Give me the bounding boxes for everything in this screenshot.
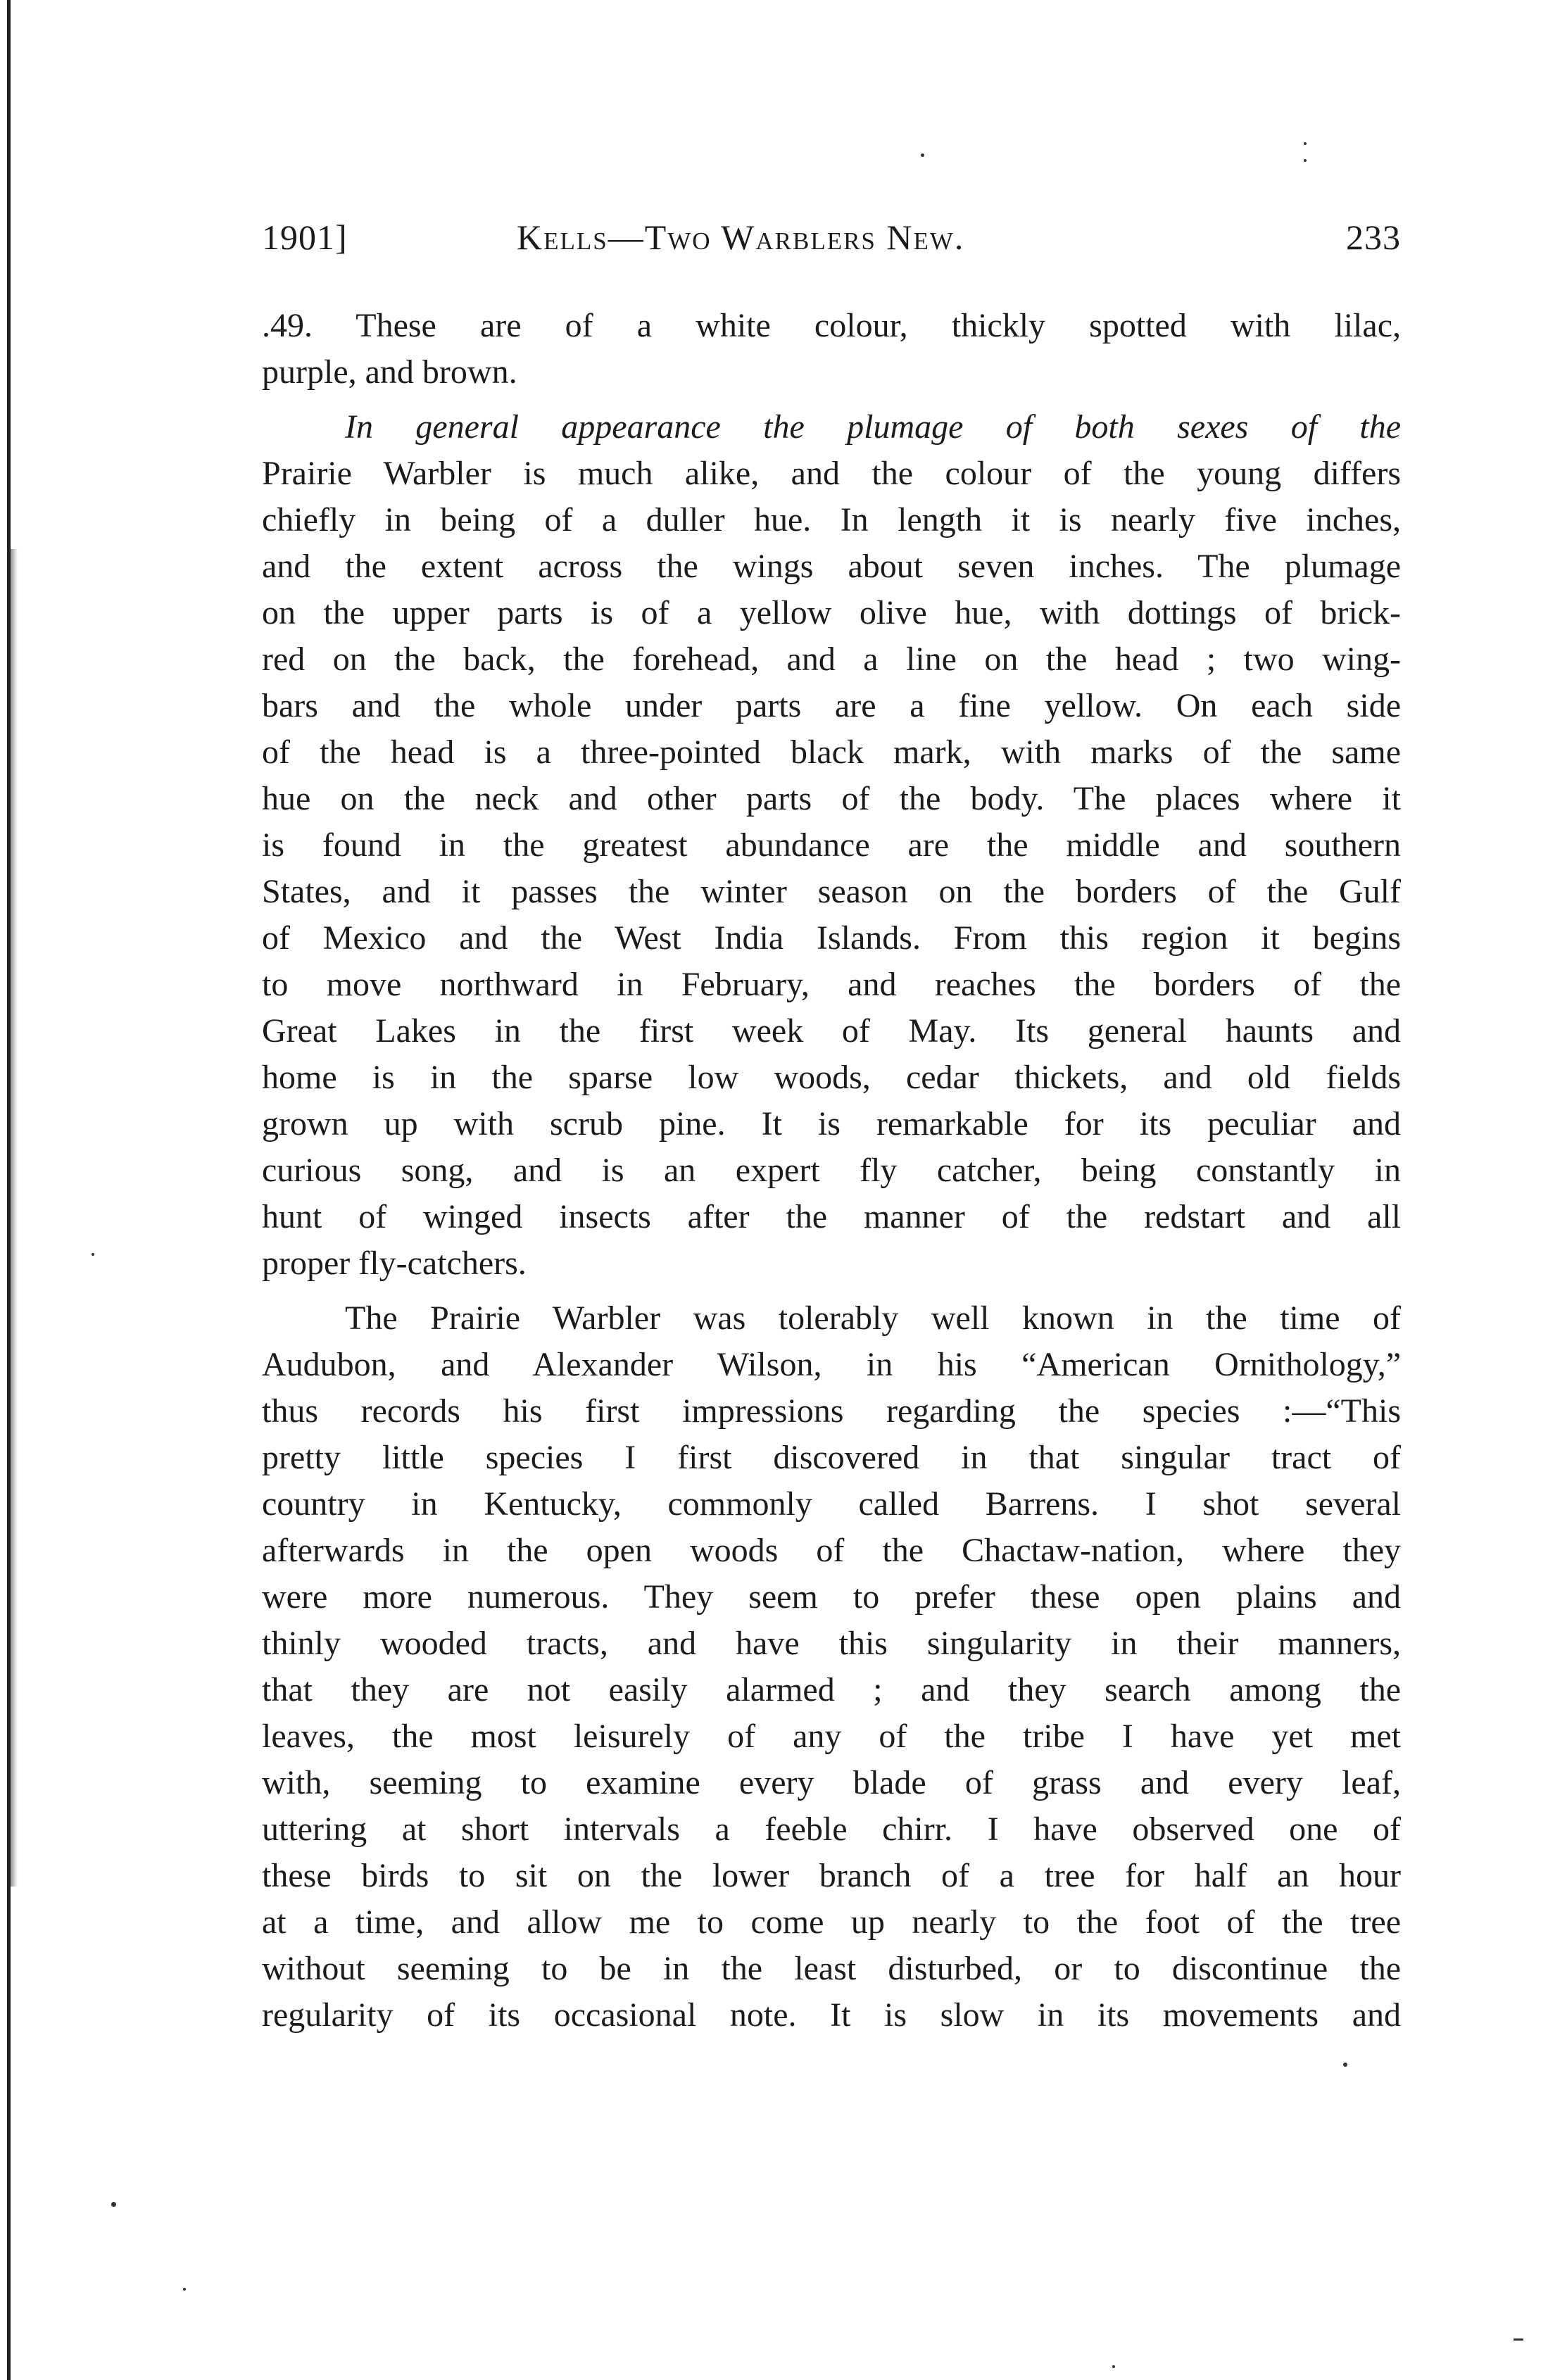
text-line: Audubon, and Alexander Wilson, in his “American Ornithology,” — [262, 1346, 1401, 1383]
text-line: regularity of its occasional note. It is slow in its movements and — [262, 1996, 1401, 2034]
scan-speck — [1304, 142, 1307, 145]
text-line: of the head is a three-pointed black mark, with marks of the same — [262, 733, 1401, 771]
text-line: afterwards in the open woods of the Chactaw-nation, where they — [262, 1532, 1401, 1569]
scan-speck — [1112, 2365, 1115, 2368]
text-line: to move northward in February, and reaches the borders of the — [262, 966, 1401, 1003]
paragraph-plumage — [262, 404, 1401, 1287]
text-line: grown up with scrub pine. It is remarkable for its peculiar and — [262, 1105, 1401, 1142]
text-line: States, and it passes the winter season on the borders of the Gulf — [262, 873, 1401, 910]
text-line: hue on the neck and other parts of the body. The places where it — [262, 780, 1401, 817]
scan-speck — [92, 1253, 94, 1256]
text-line: proper fly-catchers. — [262, 1245, 527, 1282]
text-line: hunt of winged insects after the manner of the redstart and all — [262, 1198, 1401, 1235]
body-text — [262, 303, 1401, 2039]
text-line: of Mexico and the West India Islands. From this region it begins — [262, 919, 1401, 957]
text-line: and the extent across the wings about seven inches. The plumage — [262, 548, 1401, 585]
scan-speck — [1304, 159, 1307, 162]
text-line: .49. These are of a white colour, thickly spotted with lilac, — [262, 307, 1401, 344]
text-line: purple, and brown. — [262, 353, 517, 391]
text-line: on the upper parts is of a yellow olive hue, with dottings of brick- — [262, 594, 1401, 631]
text-line: uttering at short intervals a feeble chirr. I have observed one of — [262, 1811, 1401, 1848]
text-line: with, seeming to examine every blade of grass and every leaf, — [262, 1764, 1401, 1801]
text-line: thus records his first impressions regarding the species :—“This — [262, 1392, 1401, 1430]
text-line: Great Lakes in the first week of May. Its general haunts and — [262, 1012, 1401, 1050]
text-line: is found in the greatest abundance are the middle and southern — [262, 826, 1401, 864]
text-line: leaves, the most leisurely of any of the tribe I have yet met — [262, 1718, 1401, 1755]
scan-speck — [921, 153, 924, 157]
page-number: 233 — [1346, 218, 1401, 257]
text-line: red on the back, the forehead, and a line on the head ; two wing- — [262, 641, 1401, 678]
text-line: chiefly in being of a duller hue. In length it is nearly five inches, — [262, 501, 1401, 539]
text-line: thinly wooded tracts, and have this singularity in their manners, — [262, 1625, 1401, 1662]
text-line: curious song, and is an expert fly catcher, being constantly in — [262, 1152, 1401, 1189]
paragraph-egg-description — [262, 303, 1401, 396]
text-line: without seeming to be in the least disturbed, or to discontinue the — [262, 1950, 1401, 1987]
header-running-title: Kells—Two Warblers New. — [517, 218, 965, 257]
text-line: home is in the sparse low woods, cedar thickets, and old fields — [262, 1059, 1401, 1096]
scan-speck — [1343, 2063, 1347, 2067]
text-line: that they are not easily alarmed ; and they search among the — [262, 1671, 1401, 1708]
text-line: The Prairie Warbler was tolerably well known in the time of — [345, 1299, 1401, 1337]
running-header — [262, 217, 1401, 273]
text-line: country in Kentucky, commonly called Barrens. I shot several — [262, 1485, 1401, 1523]
binding-shadow — [11, 549, 18, 1887]
text-line: Prairie Warbler is much alike, and the colour of the young differs — [262, 455, 1401, 492]
text-line: were more numerous. They seem to prefer these open plains and — [262, 1578, 1401, 1616]
scan-speck — [1514, 2338, 1523, 2341]
text-line: at a time, and allow me to come up nearly to the foot of the tree — [262, 1903, 1401, 1941]
text-line: pretty little species I first discovered in that singular tract of — [262, 1439, 1401, 1476]
text-line: these birds to sit on the lower branch of a tree for half an hour — [262, 1857, 1401, 1894]
scan-speck — [111, 2202, 116, 2207]
header-year: 1901] — [262, 218, 348, 257]
scan-speck — [183, 2288, 186, 2291]
text-line: bars and the whole under parts are a fine yellow. On each side — [262, 687, 1401, 724]
paragraph-wilson-quote — [262, 1295, 1401, 2039]
text-line-italic: In general appearance the plumage of both sexes of the — [345, 408, 1401, 446]
